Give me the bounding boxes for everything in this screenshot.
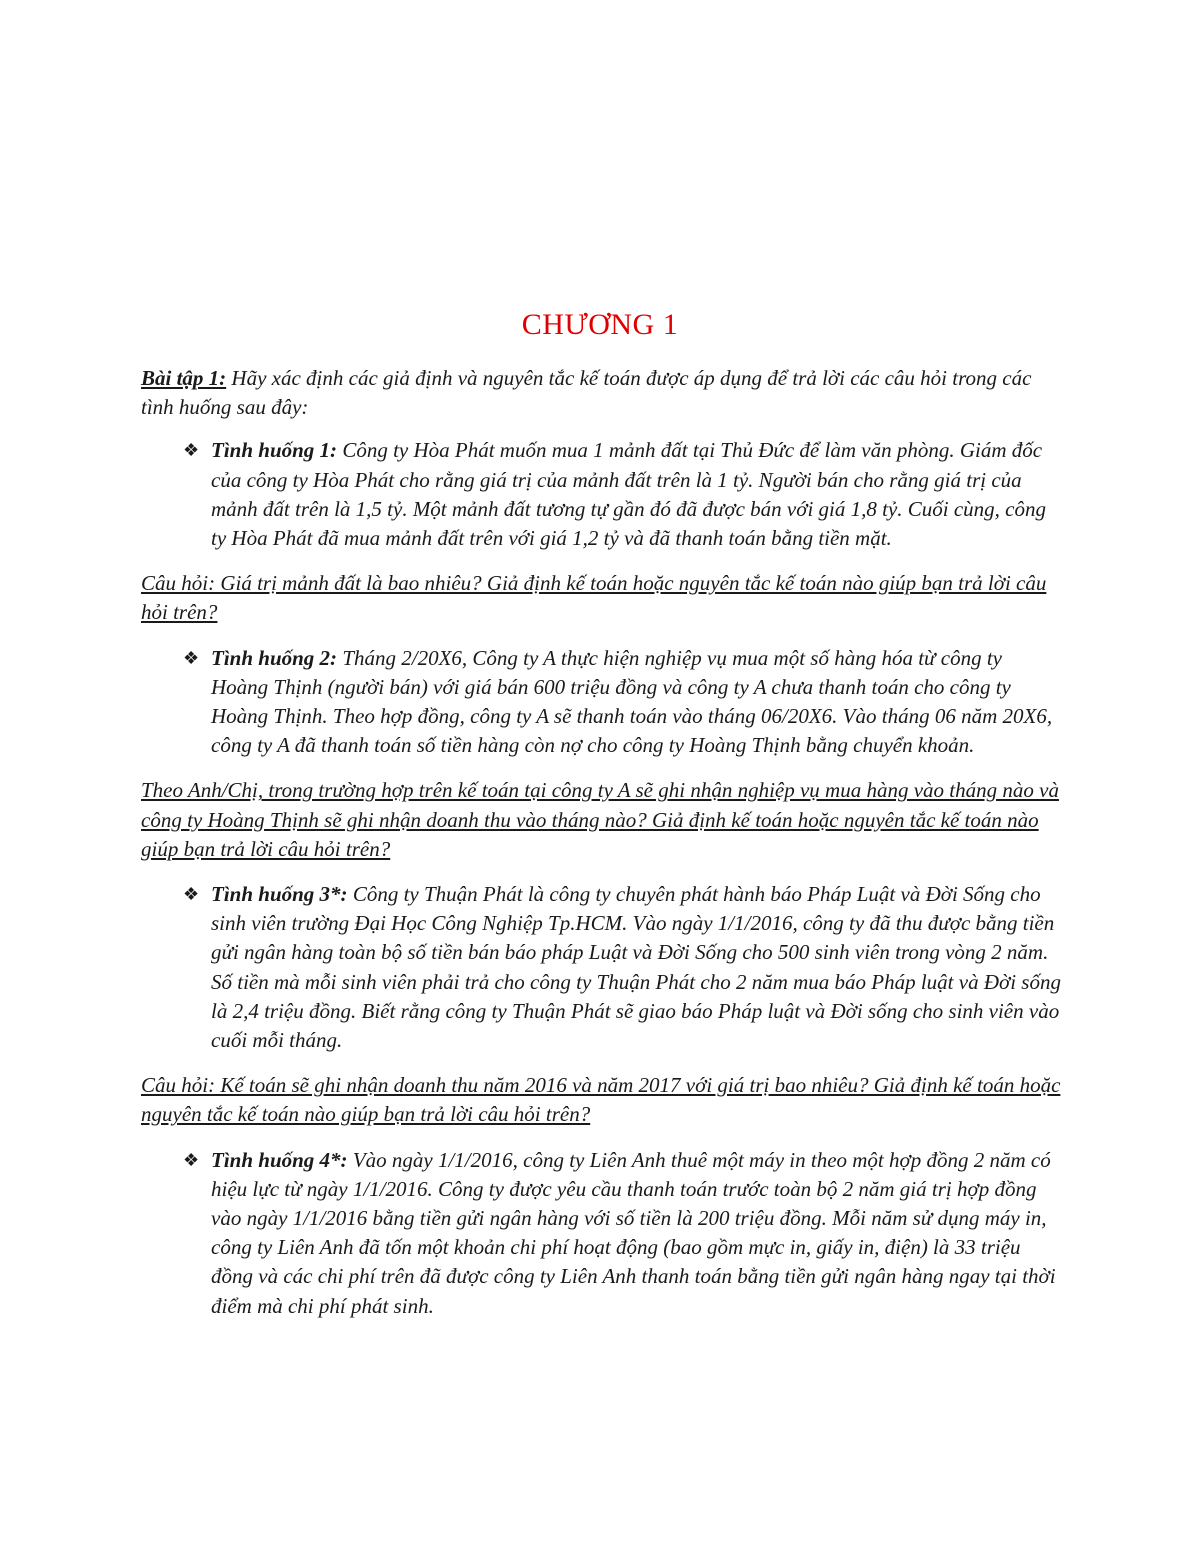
case-item [141, 880, 1061, 1055]
case-item [141, 644, 1061, 761]
case-label: Tình huống 1: [211, 438, 338, 463]
diamond-bullet-icon: ❖ [183, 440, 200, 461]
case-text: Vào ngày 1/1/2016, công ty Liên Anh thuê một máy in theo một hợp đồng 2 năm có hiệu lực từ ngày 1/1/2016. Công ty được yêu cầu thanh toán trước toàn bộ 2 năm giá trị hợp đồng vào ngày 1/1/2016 bằng tiền gửi ngân hàng với số tiền là 200 triệu đồng. Mỗi năm sử dụng máy in, công ty Liên Anh đã tốn một khoản chi phí hoạt động (bao gồm mực in, giấy in, điện) là 33 triệu đồng và các chi phí trên đã được công ty Liên Anh thanh toán bằng tiền gửi ngân hàng ngay tại thời điểm mà chi phí phát sinh. [211, 1147, 1056, 1318]
diamond-bullet-icon: ❖ [183, 884, 200, 905]
diamond-bullet-icon: ❖ [183, 1149, 200, 1170]
case-item [141, 1146, 1061, 1321]
diamond-bullet-icon: ❖ [183, 647, 200, 668]
exercise-label: Bài tập 1: [141, 366, 227, 390]
exercise-intro [141, 364, 1061, 422]
case-text: Công ty Hòa Phát muốn mua 1 mảnh đất tại Thủ Đức để làm văn phòng. Giám đốc của công ty Hòa Phát cho rằng giá trị của mảnh đất trên là 1 tỷ. Người bán cho rằng giá trị của mảnh đất trên là 1,5 tỷ. Một mảnh đất tương tự gần đó đã được bán với giá 1,8 tỷ. Cuối cùng, công ty Hòa Phát đã mua mảnh đất trên với giá 1,2 tỷ và đã thanh toán bằng tiền mặt. [211, 438, 1046, 551]
exercise-text: Hãy xác định các giả định và nguyên tắc kế toán được áp dụng để trả lời các câu hỏi trong các tình huống sau đây: [141, 366, 1032, 420]
case-label: Tình huống 2: [211, 645, 338, 670]
case-item [141, 436, 1061, 553]
case-text: Công ty Thuận Phát là công ty chuyên phát hành báo Pháp Luật và Đời Sống cho sinh viên trường Đại Học Công Nghiệp Tp.HCM. Vào ngày 1/1/2016, công ty đã thu được bằng tiền gửi ngân hàng toàn bộ số tiền bán báo pháp Luật và Đời Sống cho 500 sinh viên trong vòng 2 năm. Số tiền mà mỗi sinh viên phải trả cho công ty Thuận Phát cho 2 năm mua báo Pháp luật và Đời sống là 2,4 triệu đồng. Biết rằng công ty Thuận Phát sẽ giao báo Pháp luật và Đời sống cho sinh viên vào cuối mỗi tháng. [211, 882, 1061, 1053]
case-question: Câu hỏi: Kế toán sẽ ghi nhận doanh thu năm 2016 và năm 2017 với giá trị bao nhiêu? Giả định kế toán hoặc nguyên tắc kế toán nào giúp bạn trả lời câu hỏi trên? [141, 1073, 1061, 1127]
case-label: Tình huống 4*: [211, 1147, 348, 1172]
chapter-title: CHƯƠNG 1 [521, 308, 679, 341]
case-question: Theo Anh/Chị, trong trường hợp trên kế toán tại công ty A sẽ ghi nhận nghiệp vụ mua hàng vào tháng nào và công ty Hoàng Thịnh sẽ ghi nhận doanh thu vào tháng nào? Giả định kế toán hoặc nguyên tắc kế toán nào giúp bạn trả lời câu hỏi trên? [141, 778, 1059, 861]
case-text: Tháng 2/20X6, Công ty A thực hiện nghiệp vụ mua một số hàng hóa từ công ty Hoàng Thịnh (người bán) với giá bán 600 triệu đồng và công ty A chưa thanh toán cho công ty Hoàng Thịnh. Theo hợp đồng, công ty A sẽ thanh toán vào tháng 06/20X6. Vào tháng 06 năm 20X6, công ty A đã thanh toán số tiền hàng còn nợ cho công ty Hoàng Thịnh bằng chuyển khoản. [211, 645, 1053, 758]
document-body [141, 364, 1061, 1337]
case-label: Tình huống 3*: [211, 882, 348, 907]
case-question: Câu hỏi: Giá trị mảnh đất là bao nhiêu? Giả định kế toán hoặc nguyên tắc kế toán nào giúp bạn trả lời câu hỏi trên? [141, 571, 1047, 625]
